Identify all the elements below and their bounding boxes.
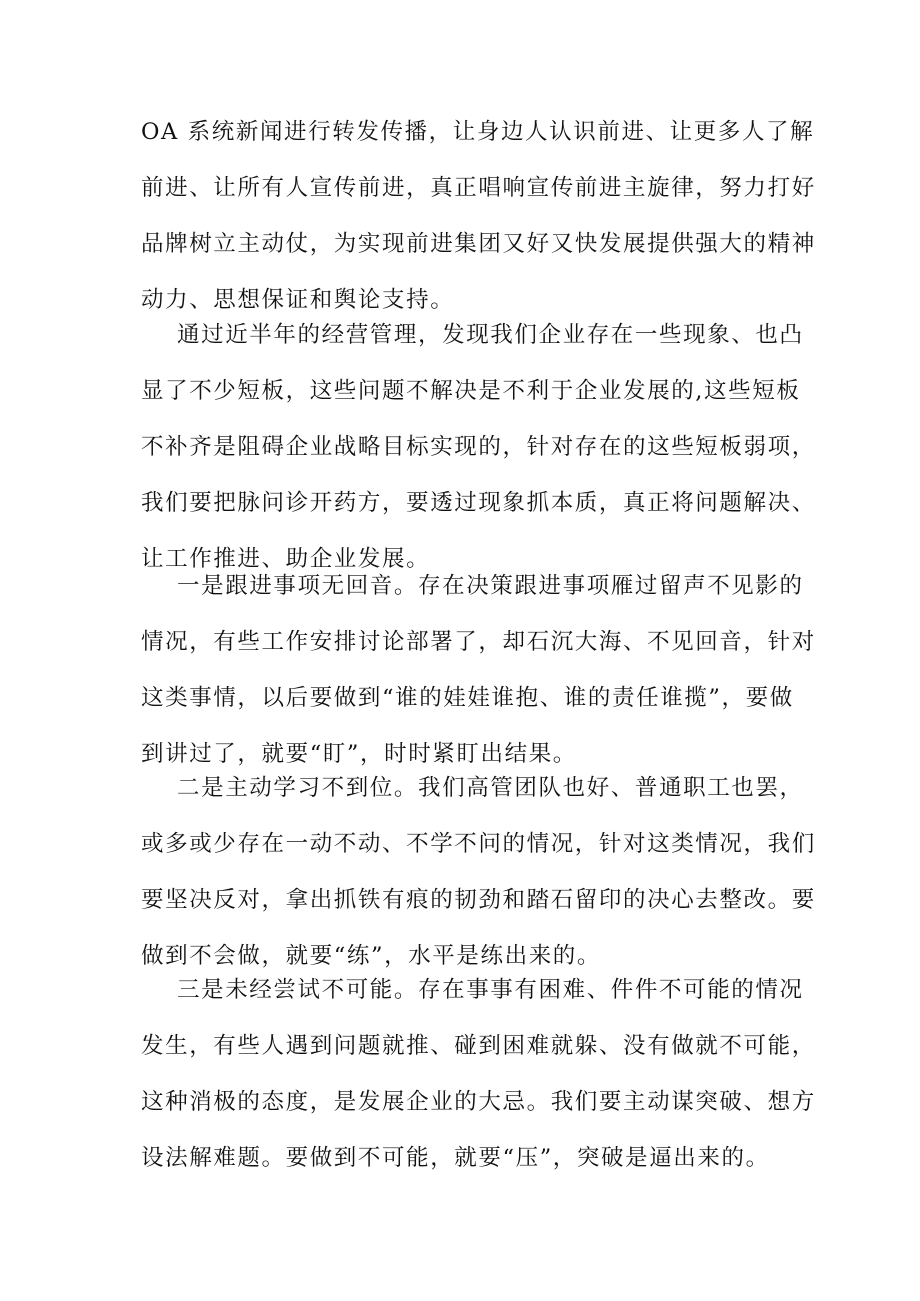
paragraph-line: 设法解难题。要做到不可能，就要“压”，突破是逼出来的。 (141, 1145, 770, 1171)
paragraph-line: 前进、让所有人宣传前进，真正唱响宣传前进主旋律，努力打好 (141, 175, 816, 201)
paragraph-line: 三是未经尝试不可能。存在事事有困难、件件不可能的情况 (177, 977, 804, 1003)
paragraph-line: 不补齐是阻碍企业战略目标实现的，针对存在的这些短板弱项， (141, 434, 816, 460)
paragraph-5 (141, 962, 816, 1186)
paragraph-line: 让工作推进、助企业发展。 (141, 546, 431, 572)
paragraph-line: 做到不会做，就要“练”，水平是练出来的。 (141, 943, 602, 969)
paragraph-2 (141, 307, 816, 587)
paragraph-line: 到讲过了，就要“盯”，时时紧盯出结果。 (141, 741, 577, 767)
paragraph-line: 一是跟进事项无回音。存在决策跟进事项雁过留声不见影的 (177, 573, 804, 599)
paragraph-line: 通过近半年的经营管理，发现我们企业存在一些现象、也凸 (177, 322, 804, 348)
paragraph-1 (141, 104, 816, 328)
paragraph-line: 情况，有些工作安排讨论部署了，却石沉大海、不见回音，针对 (141, 629, 816, 655)
paragraph-line: 这种消极的态度，是发展企业的大忌。我们要主动谋突破、想方 (141, 1089, 816, 1115)
paragraph-line: 要坚决反对，拿出抓铁有痕的韧劲和踏石留印的决心去整改。要 (141, 887, 816, 913)
paragraph-4 (141, 760, 816, 984)
paragraph-line: 显了不少短板，这些问题不解决是不利于企业发展的,这些短板 (141, 378, 801, 404)
paragraph-line: 动力、思想保证和舆论支持。 (141, 287, 455, 313)
paragraph-line: 二是主动学习不到位。我们高管团队也好、普通职工也罢， (177, 775, 804, 801)
paragraph-3 (141, 558, 816, 782)
paragraph-line: OA 系统新闻进行转发传播，让身边人认识前进、让更多人了解 (141, 119, 815, 145)
paragraph-line: 我们要把脉问诊开药方，要透过现象抓本质，真正将问题解决、 (141, 490, 816, 516)
paragraph-line: 品牌树立主动仗，为实现前进集团又好又快发展提供强大的精神 (141, 231, 816, 257)
paragraph-line: 或多或少存在一动不动、不学不问的情况，针对这类情况，我们 (141, 831, 816, 857)
paragraph-line: 发生，有些人遇到问题就推、碰到困难就躲、没有做就不可能， (141, 1033, 816, 1059)
paragraph-line: 这类事情，以后要做到“谁的娃娃谁抱、谁的责任谁揽”，要做 (141, 685, 794, 711)
